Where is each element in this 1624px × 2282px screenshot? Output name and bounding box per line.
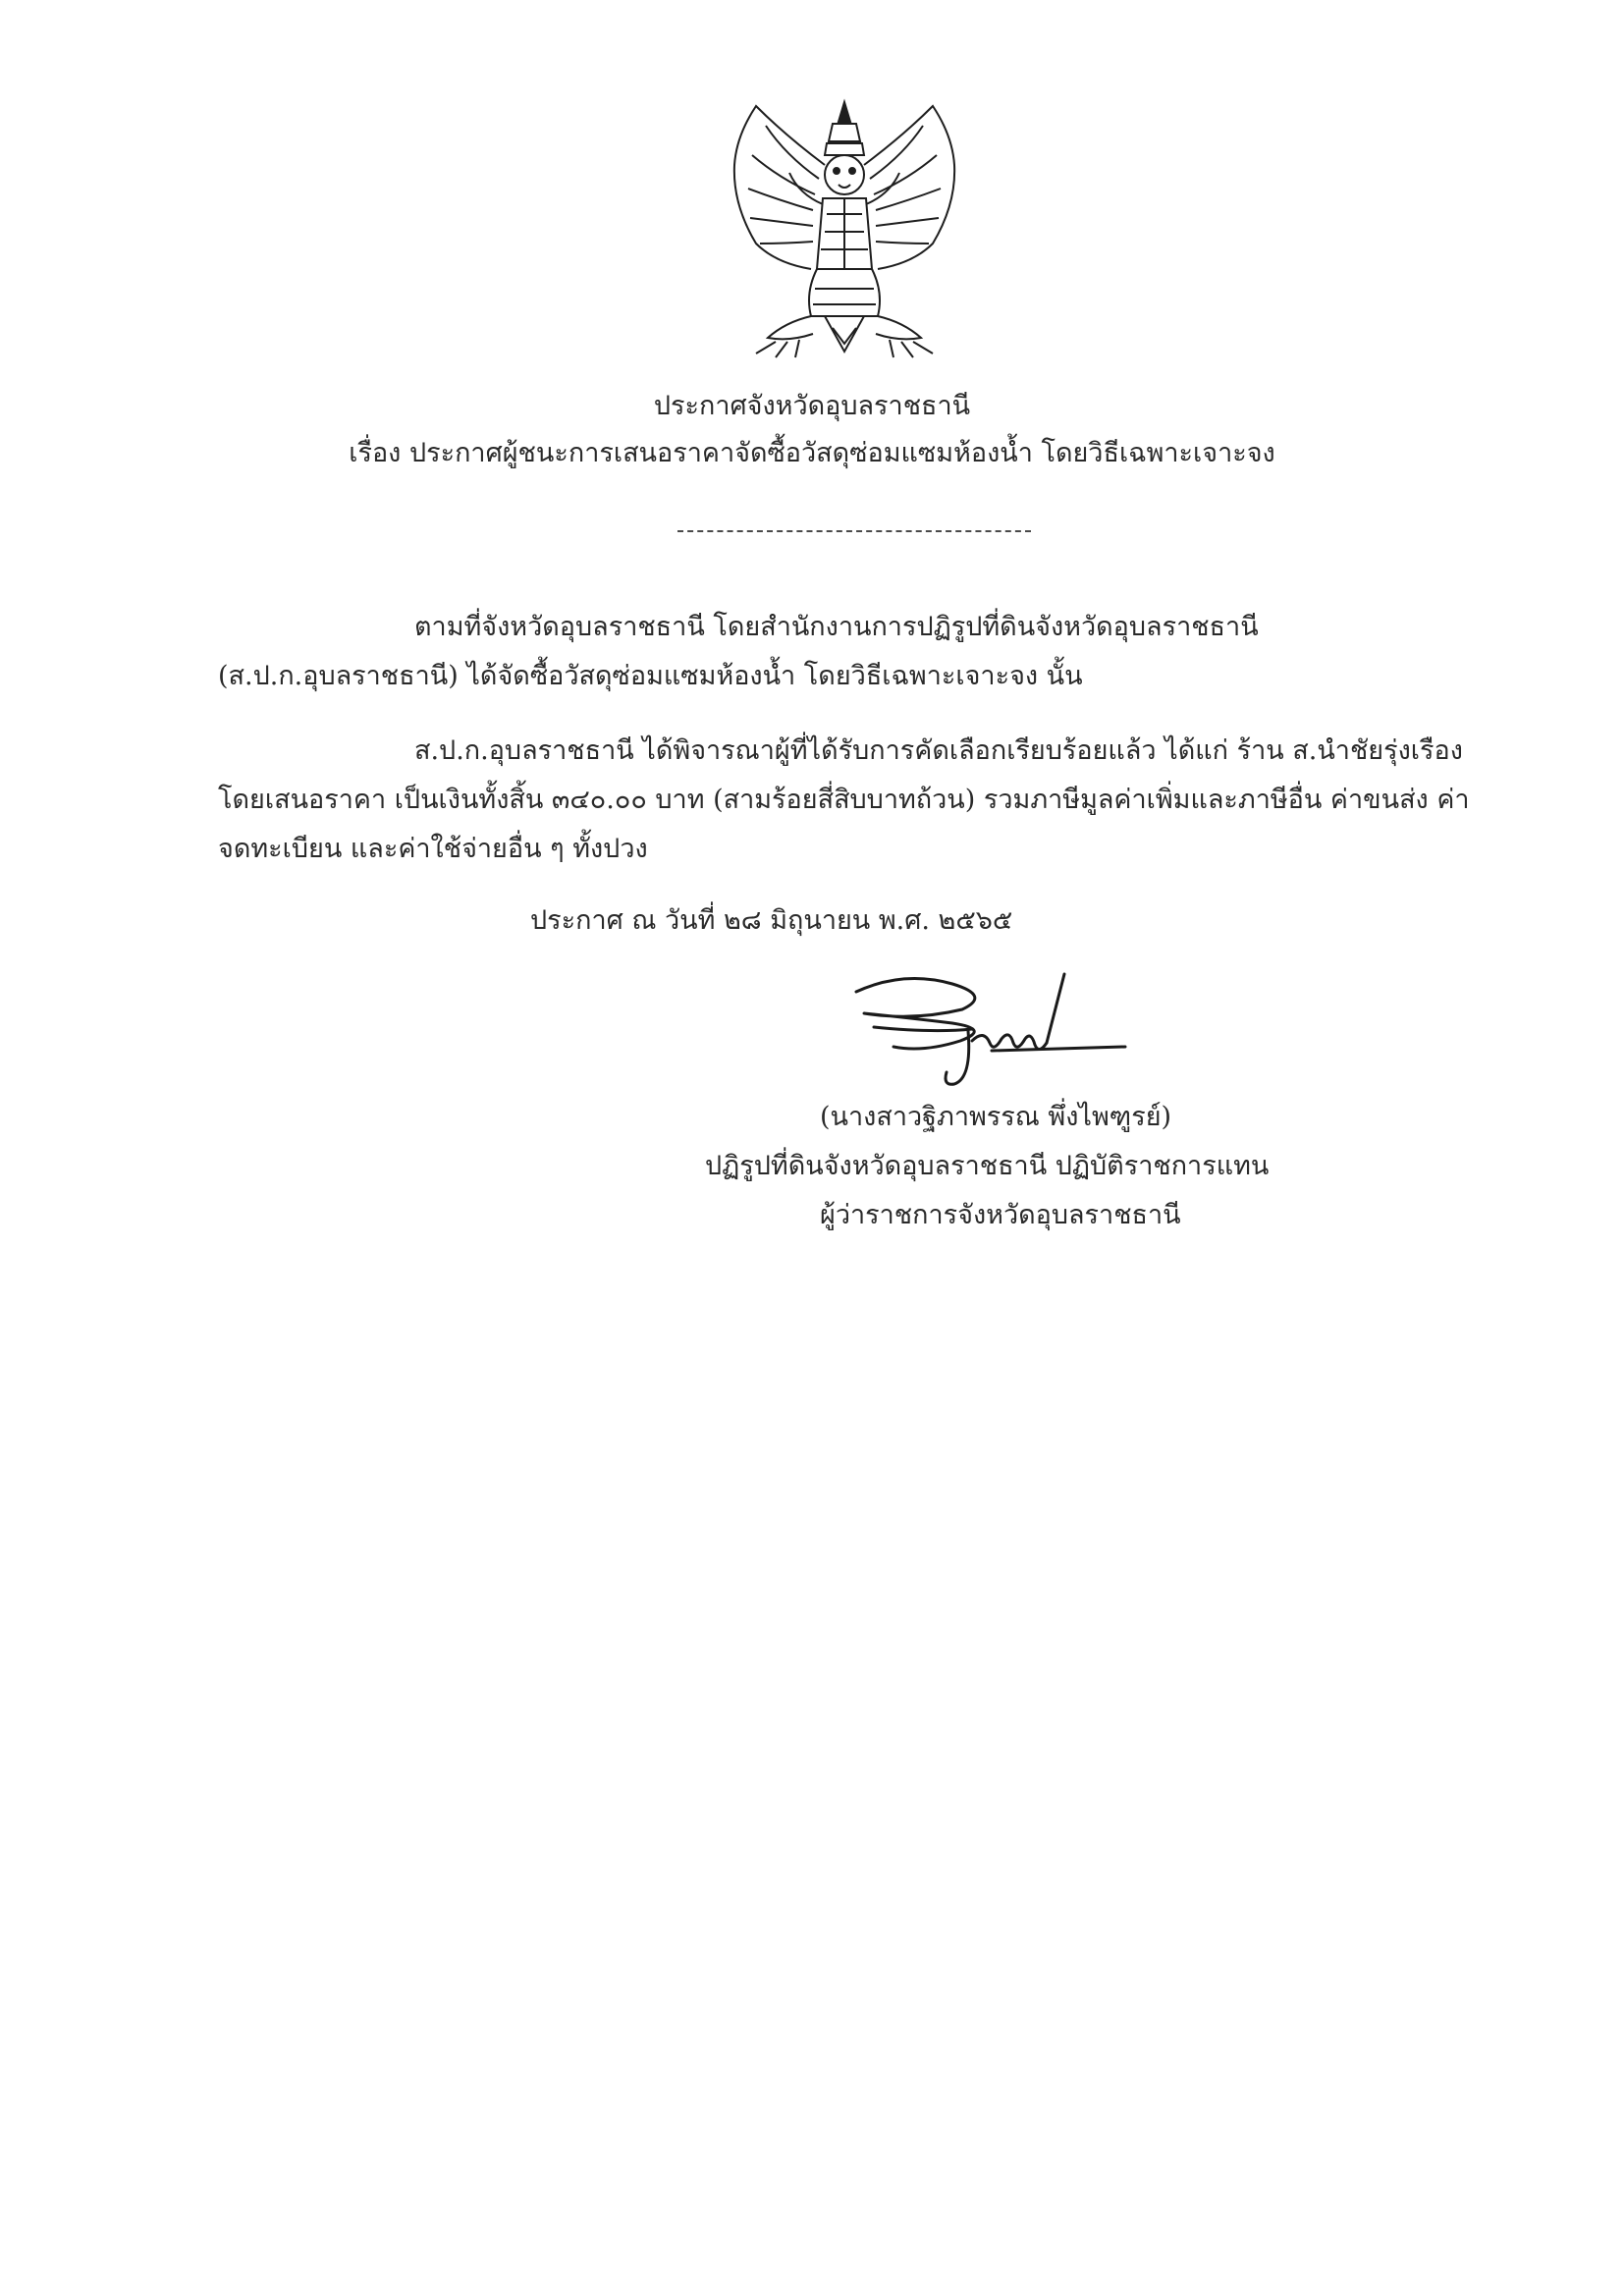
announcement-subject: เรื่อง ประกาศผู้ชนะการเสนอราคาจัดซื้อวัสดุซ่อมแซมห้องน้ำ โดยวิธีเฉพาะเจาะจง [349,438,1275,468]
announcement-title: ประกาศจังหวัดอุบลราชธานี [653,391,971,421]
signatory-position-2: ผู้ว่าราชการจังหวัดอุบลราชธานี [820,1200,1181,1230]
body-paragraph-1: ตามที่จังหวัดอุบลราชธานี โดยสำนักงานการปฏิรูปที่ดินจังหวัดอุบลราชธานี (ส.ป.ก.อุบลราชธานี) ได้จัดซื้อวัสดุซ่อมแซมห้องน้ำ โดยวิธีเฉพาะเจาะจง นั้น [218,612,1259,691]
announcement-date: ประกาศ ณ วันที่ ๒๘ มิถุนายน พ.ศ. ๒๕๖๕ [530,905,1013,936]
separator-line [677,530,1031,532]
signatory-name: (นางสาวฐิภาพรรณ พึ่งไพฑูรย์) [820,1102,1172,1132]
signatory-position-1: ปฏิรูปที่ดินจังหวัดอุบลราชธานี ปฏิบัติราชการแทน [705,1151,1270,1181]
handwritten-signature [844,970,1129,1098]
garuda-emblem-icon [717,96,972,363]
body-paragraph-2: ส.ป.ก.อุบลราชธานี ได้พิจารณาผู้ที่ได้รับการคัดเลือกเรียบร้อยแล้ว ได้แก่ ร้าน ส.นำชัยรุ่งเรือง โดยเสนอราคา เป็นเงินทั้งสิ้น ๓๔๐.๐๐ บาท (สามร้อยสี่สิบบาทถ้วน) รวมภาษีมูลค่าเพิ่มและภาษีอื่น ค่าขนส่ง ค่าจดทะเบียน และค่าใช้จ่ายอื่น ๆ ทั้งปวง [218,735,1470,864]
